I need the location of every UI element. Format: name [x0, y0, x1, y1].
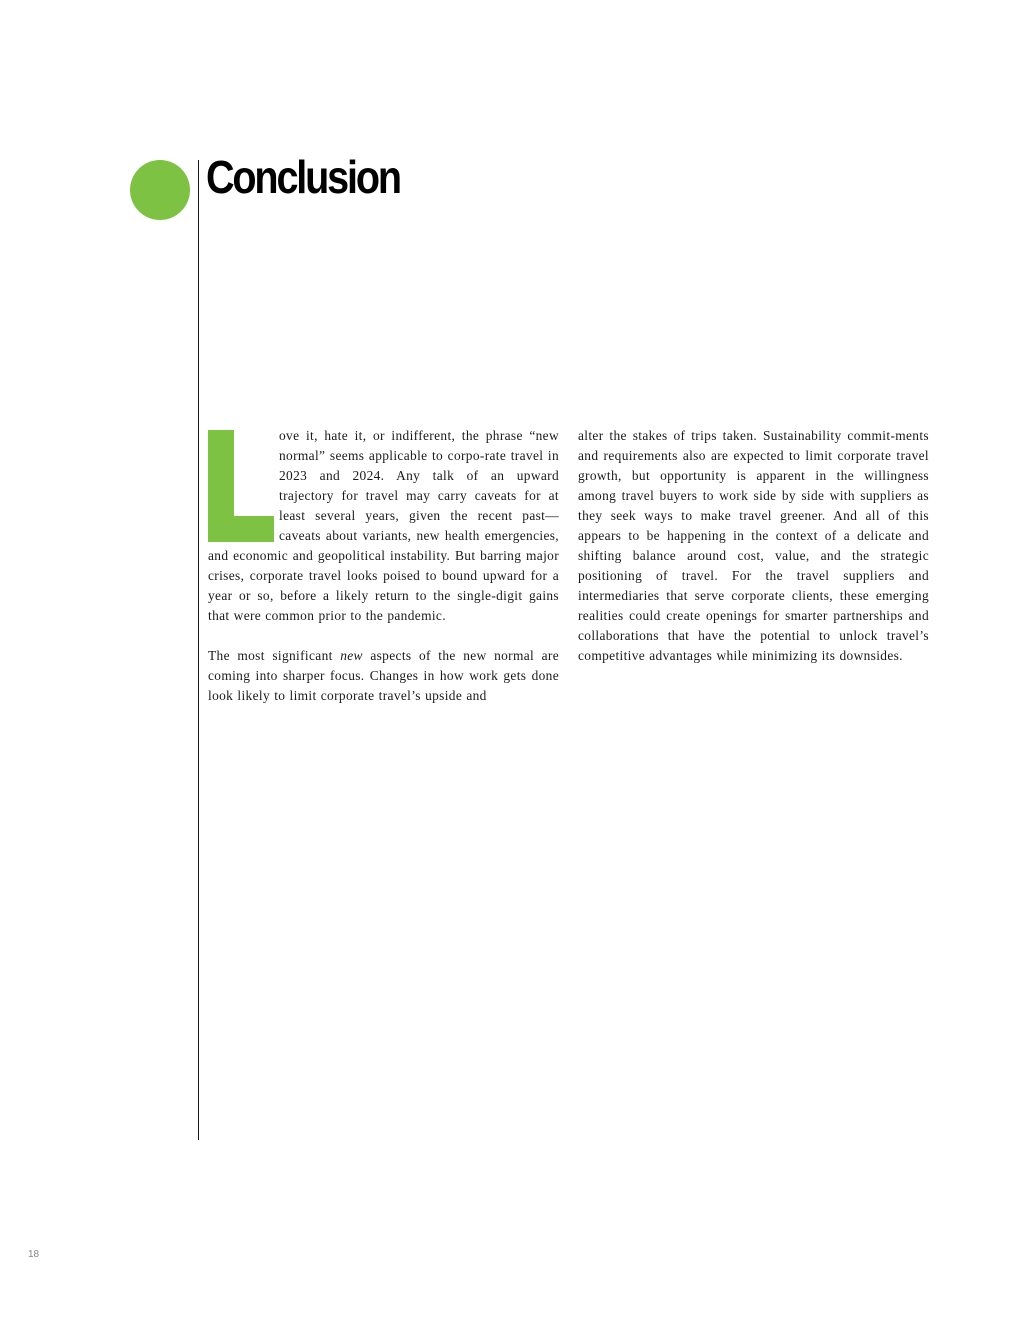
paragraph-new-aspects: [208, 646, 559, 706]
emphasis-new: new: [340, 648, 363, 663]
green-circle-decoration: [130, 160, 190, 220]
vertical-rule: [198, 160, 199, 1140]
body-column-right: [578, 426, 929, 686]
paragraph-continuation: alter the stakes of trips taken. Sustainability commit-ments and requirements also are expected to limit corporate travel growth, but opportunity is apparent in the willingness among travel buyers to work side by side with suppliers as they seek ways to make travel greener. And all of this appears to be happening in the context of a delicate and shifting balance around cost, value, and the strategic positioning of travel. For the travel suppliers and intermediaries that serve corporate clients, these emerging realities could create openings for smarter partnerships and collaborations that have the potential to unlock travel’s competitive advantages while minimizing its downsides.: [578, 428, 929, 663]
paragraph-new-aspects-end: aspects of the new normal are coming into sharper focus. Changes in how work gets done look likely to limit corporate travel’s upside and: [208, 648, 560, 703]
body-column-left: [208, 426, 559, 726]
paragraph-intro-text: ove it, hate it, or indifferent, the phrase “new normal” seems applicable to corpo-rate travel in 2023 and 2024. Any talk of an upward trajectory for travel may carry caveats for at least several years, given the recent past—caveats about variants, new health emergencies, and economic and geopolitical instability. But barring major crises, corporate travel looks poised to bound upward for a year or so, before a likely return to the single-digit gains that were common prior to the pandemic.: [208, 428, 559, 623]
paragraph-new-aspects-start: The most significant: [208, 648, 341, 663]
paragraph-intro: [208, 426, 559, 626]
page-title: Conclusion: [206, 151, 400, 203]
page-number: 18: [28, 1249, 40, 1260]
drop-cap-l: [208, 430, 274, 542]
